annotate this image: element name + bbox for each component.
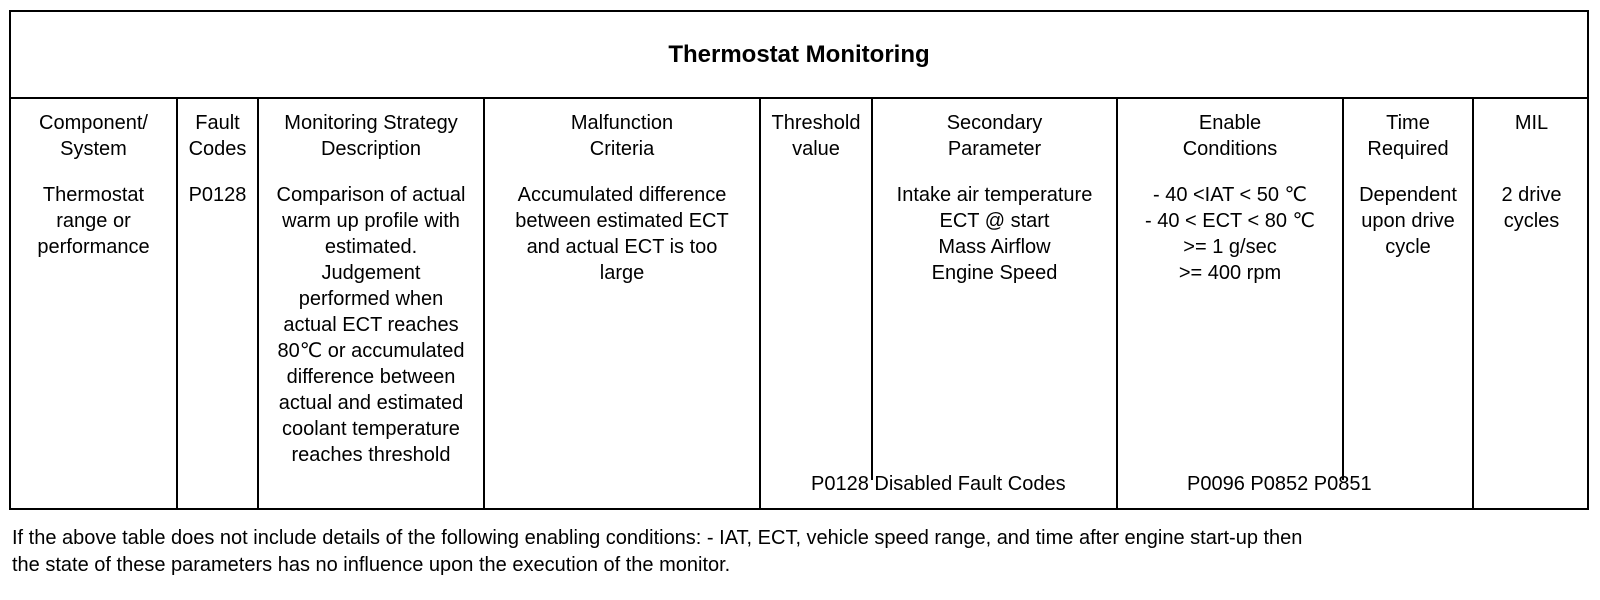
cell-line: Conditions <box>1182 138 1278 160</box>
header-threshold <box>761 110 871 162</box>
footnote <box>12 525 1302 579</box>
cell-line: Monitoring Strategy <box>284 112 458 134</box>
cell-line: ECT @ start <box>939 210 1050 232</box>
cell-line: Component/ <box>39 112 148 134</box>
cell-line: coolant temperature <box>282 418 460 440</box>
cell-line: 2 drive <box>1501 184 1562 206</box>
cell-line: performance <box>37 236 150 258</box>
cell-line: Threshold <box>771 112 861 134</box>
cell-line: Accumulated difference <box>517 184 727 206</box>
disabled-fault-codes-list: P0096 P0852 P0851 <box>1187 473 1372 495</box>
cell-secondary <box>873 182 1116 286</box>
cell-line: Required <box>1367 138 1449 160</box>
cell-line: MIL <box>1514 112 1549 134</box>
cell-line: reaches threshold <box>291 444 451 466</box>
cell-line: >= 1 g/sec <box>1183 236 1277 258</box>
footnote-line: the state of these parameters has no influence upon the execution of the monitor. <box>12 554 731 576</box>
header-secondary <box>873 110 1116 162</box>
cell-line: actual ECT reaches <box>283 314 459 336</box>
cell-line: Enable <box>1198 112 1262 134</box>
col-divider <box>1472 97 1474 510</box>
cell-line: cycles <box>1503 210 1560 232</box>
cell-line: Thermostat <box>42 184 145 206</box>
header-time <box>1344 110 1472 162</box>
cell-line: cycle <box>1385 236 1431 258</box>
cell-line: - 40 <IAT < 50 ℃ <box>1152 184 1308 206</box>
cell-line: Description <box>320 138 422 160</box>
header-fault-codes <box>178 110 257 162</box>
cell-line: Intake air temperature <box>896 184 1093 206</box>
cell-line: upon drive <box>1361 210 1455 232</box>
cell-line: - 40 < ECT < 80 ℃ <box>1145 210 1315 232</box>
cell-line: Engine Speed <box>931 262 1058 284</box>
footnote-line: If the above table does not include details of the following enabling conditions: - IAT, ECT, vehicle speed range, and time after engine start-up then <box>12 527 1303 549</box>
cell-line: Fault <box>195 112 240 134</box>
cell-line: Malfunction <box>570 112 674 134</box>
cell-line: estimated. <box>324 236 418 258</box>
header-strategy <box>259 110 483 162</box>
cell-time <box>1344 182 1472 260</box>
cell-line: Mass Airflow <box>938 236 1051 258</box>
header-component <box>11 110 176 162</box>
cell-line: Comparison of actual <box>276 184 466 206</box>
cell-line: Secondary <box>946 112 1043 134</box>
header-mil <box>1474 110 1589 136</box>
cell-component <box>11 182 176 260</box>
cell-line: System <box>60 138 127 160</box>
cell-line: large <box>599 262 645 284</box>
cell-line: Codes <box>188 138 247 160</box>
cell-line: between estimated ECT <box>515 210 729 232</box>
cell-line: P0128 <box>188 184 247 206</box>
table-title: Thermostat Monitoring <box>668 41 930 68</box>
cell-line: >= 400 rpm <box>1178 262 1282 284</box>
header-malfunction <box>485 110 759 162</box>
cell-line: Time <box>1386 112 1430 134</box>
cell-line: Dependent <box>1359 184 1457 206</box>
cell-line: difference between <box>286 366 456 388</box>
cell-line: performed when <box>298 288 444 310</box>
cell-line: Judgement <box>321 262 421 284</box>
cell-line: warm up profile with <box>282 210 460 232</box>
cell-line: value <box>792 138 840 160</box>
cell-line: range or <box>56 210 131 232</box>
cell-fault-code <box>178 182 257 208</box>
cell-line: Criteria <box>589 138 655 160</box>
monitoring-table <box>9 10 1589 510</box>
cell-strategy <box>259 182 483 468</box>
disabled-fault-codes-label: P0128 Disabled Fault Codes <box>811 473 1066 495</box>
cell-mil <box>1474 182 1589 234</box>
cell-line: 80℃ or accumulated <box>277 340 465 362</box>
cell-line: and actual ECT is too <box>526 236 718 258</box>
cell-enable <box>1118 182 1342 286</box>
cell-line: Parameter <box>947 138 1042 160</box>
cell-malfunction <box>485 182 759 286</box>
header-enable <box>1118 110 1342 162</box>
title-divider <box>11 97 1587 99</box>
cell-line: actual and estimated <box>278 392 464 414</box>
